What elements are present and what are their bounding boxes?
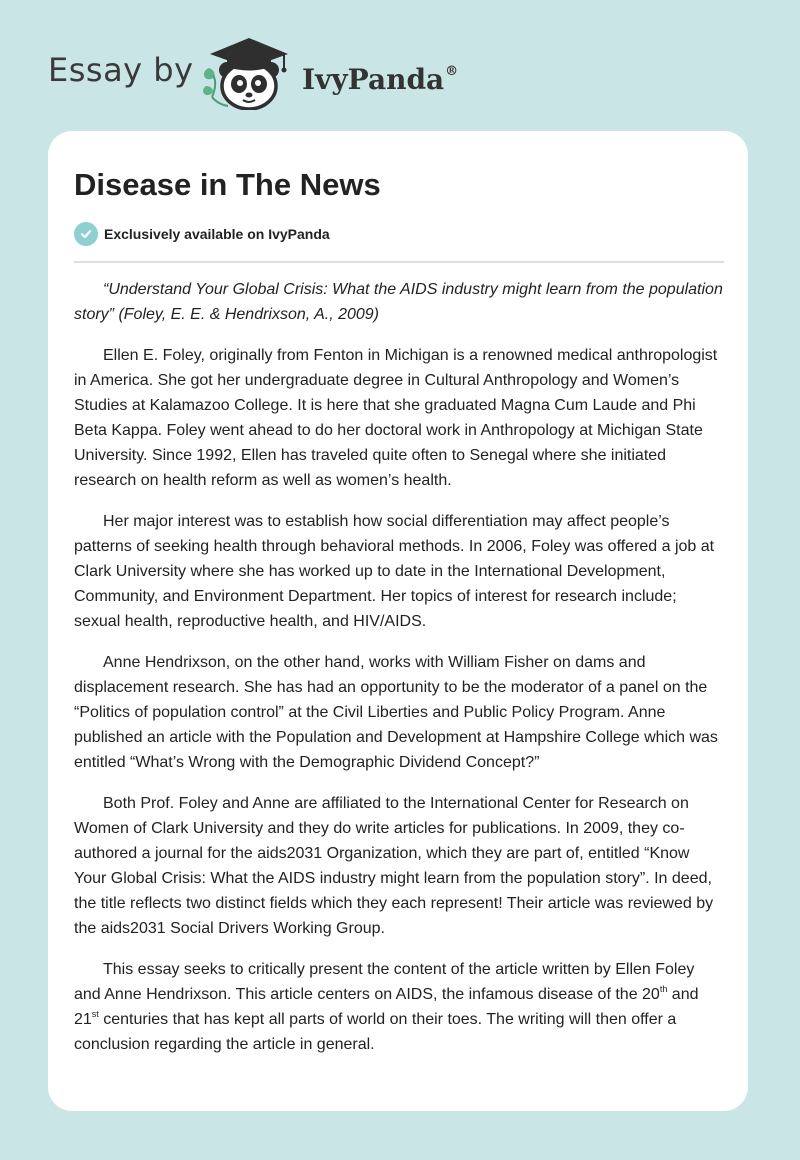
ordinal-suffix: st <box>91 1009 99 1019</box>
essay-body <box>74 277 724 1073</box>
checkmark-icon <box>74 222 98 246</box>
paragraph-text: centuries that has kept all parts of world on their toes. The writing will then offer a conclusion regarding the article in general. <box>74 1011 677 1053</box>
body-paragraph: Her major interest was to establish how social differentiation may affect people’s patterns of seeking health through behavioral methods. In 2006, Foley was offered a job at Clark University where she has worked up to date in the International Development, Community, and Environment Department. Her topics of interest for research include; sexual health, reproductive health, and HIV/AIDS. <box>74 513 715 630</box>
brand-text: IvyPanda <box>302 63 445 96</box>
essay-card <box>48 131 748 1111</box>
paragraph-text: and 21 <box>74 986 699 1028</box>
body-paragraph: Both Prof. Foley and Anne are affiliated to the International Center for Research on Women of Clark University and they do write articles for publications. In 2009, they co-authored a journal for the aids2031 Organization, which they are part of, entitled “Know Your Global Crisis: What the AIDS industry might learn from the population story”. In deed, the title reflects two distinct fields which they each represent! Their article was reviewed by the aids2031 Social Drivers Working Group. <box>74 795 714 937</box>
body-paragraph: Ellen E. Foley, originally from Fenton in Michigan is a renowned medical anthropologist in America. She got her undergraduate degree in Cultural Anthropology and Women’s Studies at Kalamazoo College. It is here that she graduated Magna Cum Laude and Phi Beta Kappa. Foley went ahead to do her doctoral work in Anthropology at Michigan State University. Since 1992, Ellen has traveled quite often to Senegal where she initiated research on health reform as well as women’s health. <box>74 347 718 489</box>
panda-logo-icon <box>200 34 296 110</box>
divider <box>74 261 724 263</box>
registered-mark: ® <box>445 64 459 79</box>
site-header <box>0 0 800 130</box>
body-paragraph-last <box>74 957 724 1057</box>
essay-by-label: Essay by <box>48 51 194 89</box>
essay-title: Disease in The News <box>74 167 381 202</box>
body-paragraph: Anne Hendrixson, on the other hand, works with William Fisher on dams and displacement research. She has had an opportunity to be the moderator of a panel on the “Politics of population control” at the Civil Liberties and Public Policy Program. Anne published an article with the Population and Development at Hampshire College which was entitled “What’s Wrong with the Demographic Dividend Concept?” <box>74 654 718 771</box>
brand-name <box>302 50 458 102</box>
exclusive-badge <box>74 221 330 247</box>
paragraph-text: This essay seeks to critically present the content of the article written by Ellen Foley and Anne Hendrixson. This article centers on AIDS, the infamous disease of the 20 <box>74 961 695 1003</box>
ordinal-suffix: th <box>659 984 668 994</box>
quote-paragraph: “Understand Your Global Crisis: What the AIDS industry might learn from the population story” (Foley, E. E. & Hendrixson, A., 2009) <box>74 281 723 323</box>
exclusive-badge-text: Exclusively available on IvyPanda <box>104 226 330 242</box>
